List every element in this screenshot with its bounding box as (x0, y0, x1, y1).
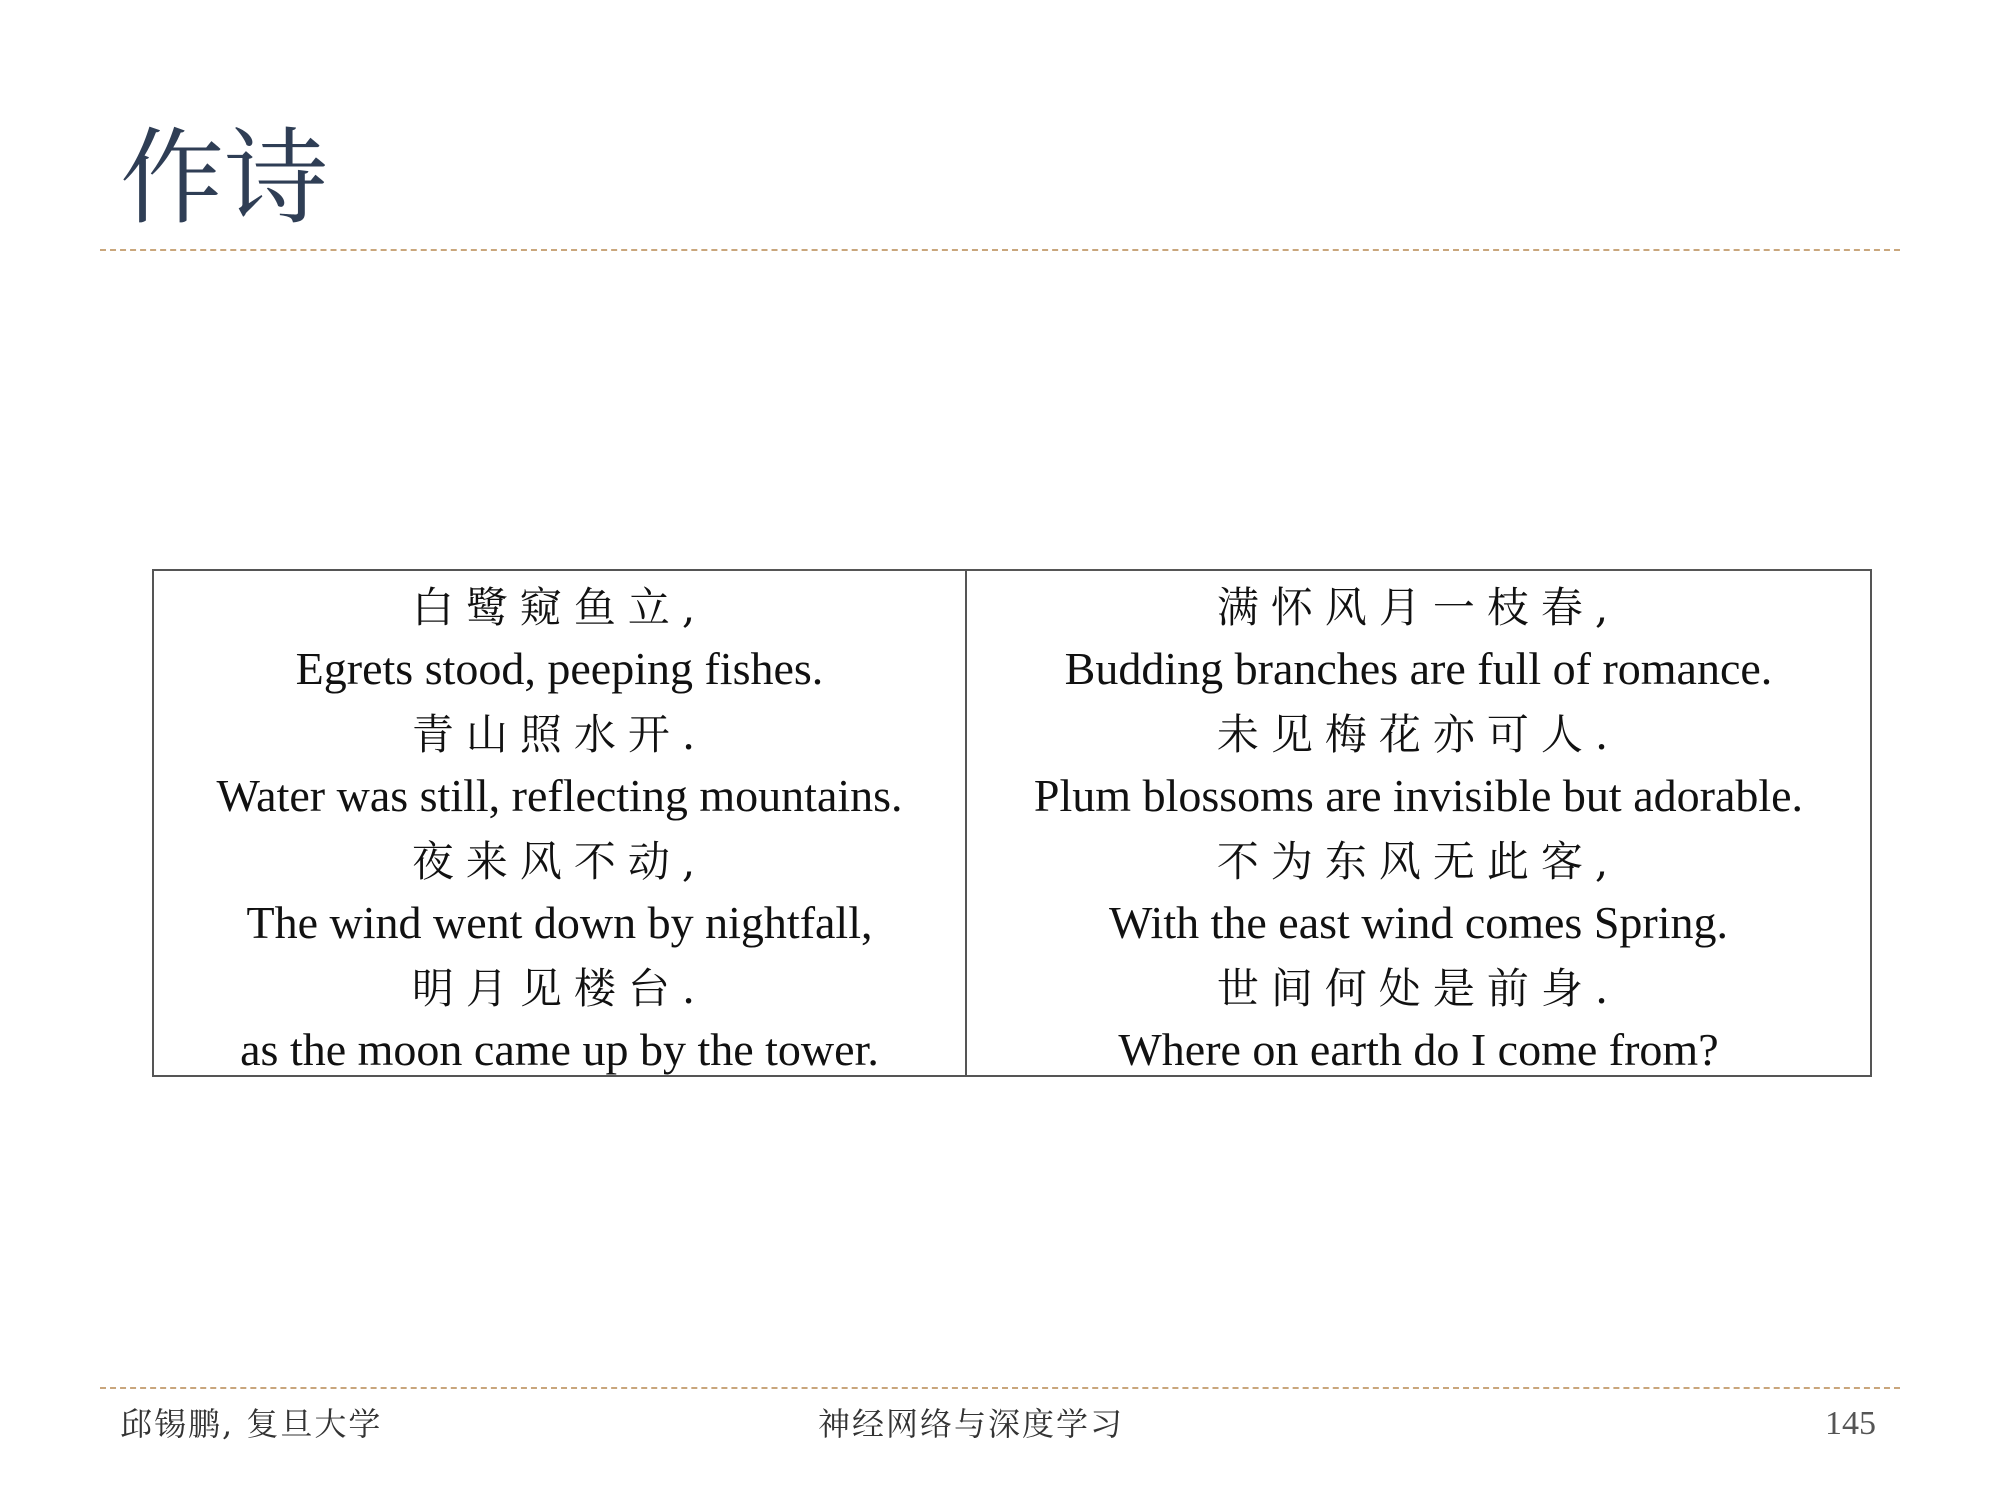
poem-line-en: Egrets stood, peeping fishes. (295, 642, 824, 694)
footer-divider (100, 1387, 1900, 1389)
poem-line-zh: 未见梅花亦可人. (1216, 709, 1621, 759)
footer-course-title: 神经网络与深度学习 (818, 1405, 1125, 1443)
poem-line-zh: 世间何处是前身. (1216, 963, 1621, 1013)
poem-line-en: as the moon came up by the tower. (240, 1023, 879, 1075)
poem-line-en: The wind went down by nightfall, (246, 896, 873, 948)
poem-line-en: Water was still, reflecting mountains. (216, 769, 903, 821)
slide-title: 作诗 (120, 117, 329, 239)
poem-line-en: With the east wind comes Spring. (1108, 896, 1729, 948)
poem-column-right (967, 571, 1870, 1075)
footer-author: 邱锡鹏, 复旦大学 (120, 1405, 383, 1443)
poem-line-zh: 满怀风月一枝春, (1216, 582, 1621, 632)
title-divider (100, 249, 1900, 251)
page-number: 145 (1825, 1405, 1876, 1442)
poem-line-zh: 青山照水开. (411, 709, 708, 759)
poem-line-en: Plum blossoms are invisible but adorable. (1033, 769, 1804, 821)
poem-table (152, 569, 1872, 1077)
poem-line-zh: 白鹭窥鱼立, (411, 582, 708, 632)
poem-line-en: Where on earth do I come from? (1118, 1023, 1719, 1075)
poem-column-left (154, 571, 967, 1075)
poem-line-zh: 明月见楼台. (411, 963, 708, 1013)
poem-line-zh: 不为东风无此客, (1216, 836, 1621, 886)
poem-line-zh: 夜来风不动, (411, 836, 708, 886)
poem-line-en: Budding branches are full of romance. (1064, 642, 1773, 694)
